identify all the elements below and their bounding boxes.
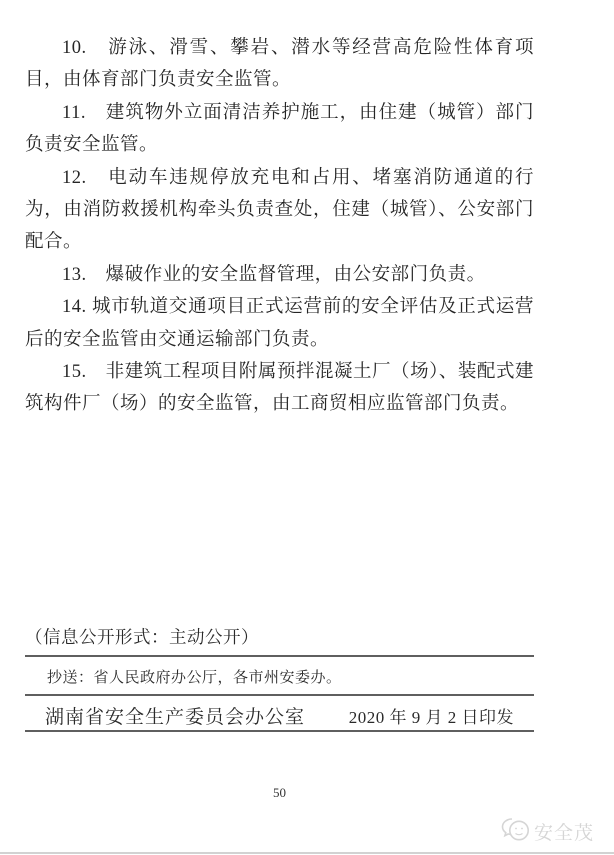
paragraph-item-11: 11. 建筑物外立面清洁养护施工，由住建（城管）部门负责安全监管。 (25, 102, 534, 156)
watermark (499, 815, 594, 848)
paragraph-item-14: 14. 城市轨道交通项目正式运营前的安全评估及正式运营后的安全监管由交通运输部门负责。 (25, 297, 534, 350)
issuer-name: 湖南省安全生产委员会办公室 (45, 707, 306, 728)
footer-divider-bottom (25, 730, 534, 732)
cc-line: 抄送：省人民政府办公厅，各市州安委办。 (47, 670, 342, 686)
footer-divider-top (25, 655, 534, 657)
anquanmao-logo-icon (499, 815, 531, 848)
disclosure-note: （信息公开形式：主动公开） (25, 627, 259, 647)
paragraph-item-13: 13. 爆破作业的安全监督管理，由公安部门负责。 (62, 264, 486, 285)
paragraph-item-12: 12. 电动车违规停放充电和占用、堵塞消防通道的行为，由消防救援机构牵头负责查处，住建（城管）、公安部门配合。 (25, 167, 534, 253)
footer-divider-middle (25, 694, 534, 696)
watermark-label: 安全茂 (533, 823, 594, 844)
print-date: 2020 年 9 月 2 日印发 (348, 708, 514, 727)
issuer-row (45, 702, 514, 729)
paragraph-item-10: 10. 游泳、滑雪、攀岩、潜水等经营高危险性体育项目，由体育部门负责安全监管。 (25, 38, 534, 91)
page-number: 50 (273, 785, 286, 800)
paragraph-item-15: 15. 非建筑工程项目附属预拌混凝土厂（场）、装配式建筑构件厂（场）的安全监管，由工商贸相应监管部门负责。 (25, 362, 534, 415)
page-bottom-divider (0, 852, 614, 854)
document-body (25, 32, 534, 421)
